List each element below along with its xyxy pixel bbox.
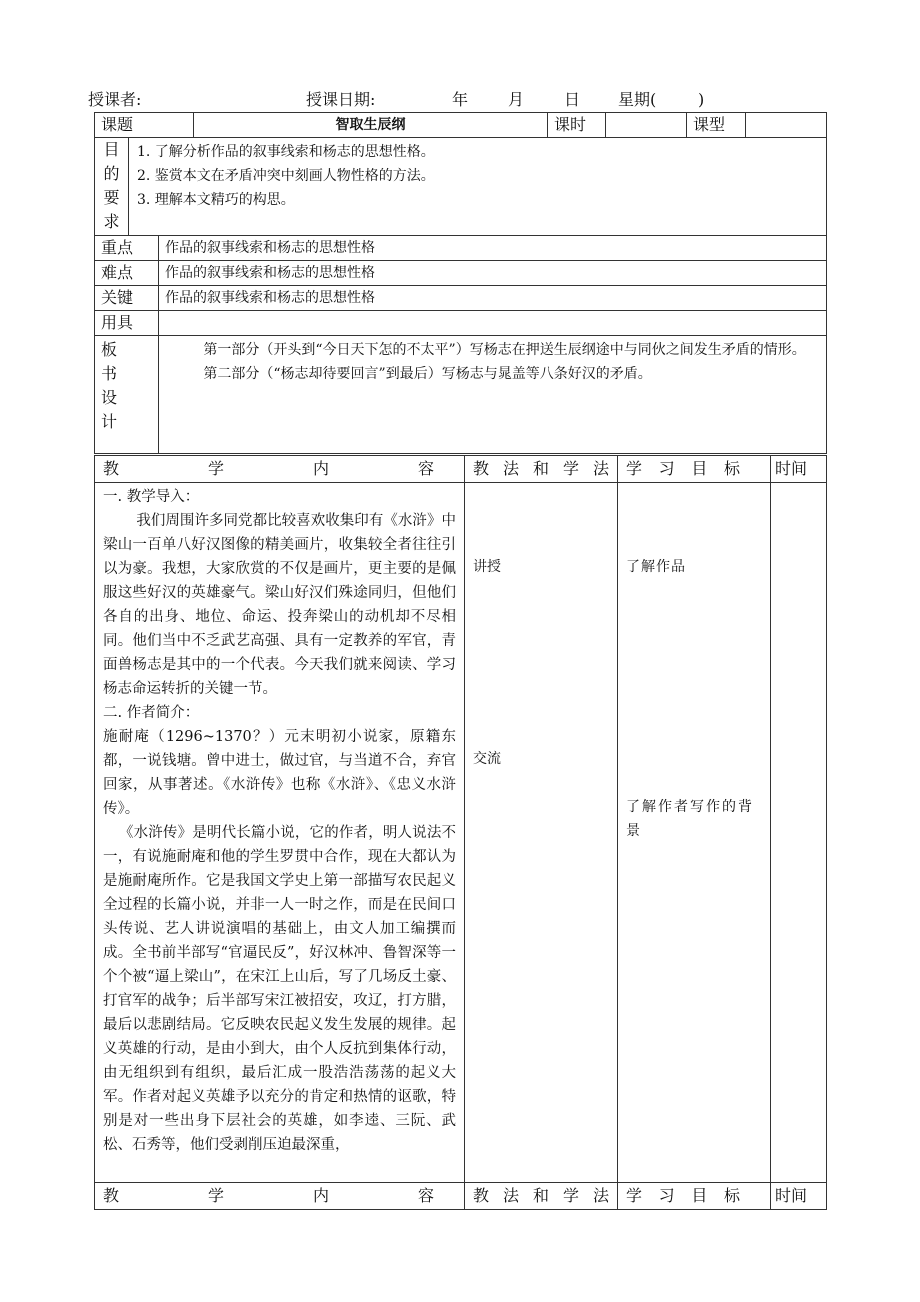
header-char: 法 bbox=[502, 1186, 519, 1205]
method-header bbox=[465, 456, 618, 483]
header-char: 容 bbox=[417, 459, 434, 478]
header-char: 法 bbox=[502, 459, 519, 478]
date-label: 授课日期: bbox=[306, 90, 376, 109]
header-char: 学 bbox=[207, 1186, 224, 1205]
difficulty-row bbox=[95, 261, 827, 286]
method-item: 交流 bbox=[473, 751, 501, 767]
board-paragraph: 第二部分（“杨志却待要回言”到最后）写杨志与晁盖等八条好汉的矛盾。 bbox=[203, 366, 652, 382]
year-label: 年 bbox=[452, 90, 469, 109]
header-char: 学 bbox=[626, 1186, 643, 1205]
header-char: 和 bbox=[532, 459, 549, 478]
section1-title: 一. 教学导入： bbox=[103, 489, 200, 505]
lesson-content-table bbox=[94, 455, 827, 1210]
day-label: 日 bbox=[564, 90, 581, 109]
board-label-char: 设 bbox=[101, 388, 118, 407]
lesson-info-table bbox=[94, 112, 827, 454]
content-header bbox=[95, 456, 465, 483]
tools-label: 用具 bbox=[95, 311, 159, 336]
teacher-label: 授课者: bbox=[88, 90, 142, 109]
tools-row bbox=[95, 311, 827, 336]
board-paragraph: 第一部分（开头到“今日天下怎的不太平”）写杨志在押送生辰纲途中与同伙之间发生矛盾的情形。 bbox=[203, 342, 806, 358]
method-header bbox=[465, 1183, 618, 1210]
key-point-label: 重点 bbox=[95, 236, 159, 261]
time-header: 时间 bbox=[771, 1183, 827, 1210]
goal-item: 了解作者写作的背景 bbox=[626, 799, 754, 839]
weekday-label: 星期( bbox=[618, 90, 657, 109]
header-char: 法 bbox=[592, 459, 609, 478]
objectives-row bbox=[95, 138, 827, 236]
objectives-label-char: 求 bbox=[103, 212, 120, 231]
header-char: 内 bbox=[312, 1186, 329, 1205]
board-label-char: 计 bbox=[101, 412, 118, 431]
hours-value bbox=[606, 113, 687, 138]
header-char: 教 bbox=[103, 1186, 120, 1205]
tools-value bbox=[159, 311, 827, 336]
key-value: 作品的叙事线索和杨志的思想性格 bbox=[159, 286, 827, 311]
objectives-label-char: 的 bbox=[103, 164, 120, 183]
header-char: 标 bbox=[723, 459, 740, 478]
board-design-row bbox=[95, 336, 827, 454]
section2-text: 施耐庵（1296~1370？）元末明初小说家，原籍东都，一说钱塘。曾中进士，做过官，与当道不合，弃官回家，从事著述。《水浒传》也称《水浒》、《忠义水浒传》。 bbox=[103, 729, 456, 817]
method-cell bbox=[465, 483, 618, 1183]
objective-item: 1. 了解分析作品的叙事线索和杨志的思想性格。 bbox=[137, 144, 435, 160]
header-char: 教 bbox=[103, 459, 120, 478]
month-label: 月 bbox=[508, 90, 525, 109]
objectives-list bbox=[129, 138, 827, 236]
content-header bbox=[95, 1183, 465, 1210]
header-char: 法 bbox=[592, 1186, 609, 1205]
board-label-char: 书 bbox=[101, 364, 118, 383]
header-char: 学 bbox=[626, 459, 643, 478]
type-value bbox=[746, 113, 827, 138]
topic-value: 智取生辰纲 bbox=[194, 113, 548, 138]
board-label-char: 板 bbox=[101, 340, 118, 359]
section2-text2: 《水浒传》是明代长篇小说，它的作者，明人说法不一，有说施耐庵和他的学生罗贯中合作，现在大都认为是施耐庵所作。它是我国文学史上第一部描写农民起义全过程的长篇小说，并非一人一时之作，而是在民间口头传说、艺人讲说演唱的基础上，由文人加工编撰而成。全书前半部写“官逼民反”，好汉林冲、鲁智深等一个个被“逼上梁山”，在宋江上山后，写了几场反土豪、打官军的战争；后半部写宋江被招安，攻辽，打方腊，最后以悲剧结局。它反映农民起义发生发展的规律。起义英雄的行动，是由小到大，由个人反抗到集体行动，由无组织到有组织，最后汇成一股浩浩荡荡的起义大军。作者对起义英雄予以充分的肯定和热情的讴歌，特别是对一些出身下层社会的英雄，如李逵、三阮、武松、石秀等，他们受剥削压迫最深重， bbox=[103, 825, 456, 1153]
section1-text: 我们周围许多同党都比较喜欢收集印有《水浒》中梁山一百单八好汉图像的精美画片，收集较全者往往引以为豪。我想，大家欣赏的不仅是画片，更主要的是佩服这些好汉的英雄豪气。梁山好汉们殊途同归，但他们各自的出身、地位、命运、投奔梁山的动机却不尽相同。他们当中不乏武艺高强、具有一定教养的军官，青面兽杨志是其中的一个代表。今天我们就来阅读、学习杨志命运转折的关键一节。 bbox=[103, 513, 456, 697]
objectives-label-char: 要 bbox=[103, 188, 120, 207]
lesson-body-row bbox=[95, 483, 827, 1183]
objective-item: 3. 理解本文精巧的构思。 bbox=[137, 192, 295, 208]
header-char: 习 bbox=[658, 459, 675, 478]
header-char: 容 bbox=[417, 1186, 434, 1205]
header-char: 内 bbox=[312, 459, 329, 478]
lesson-header-row bbox=[95, 456, 827, 483]
difficulty-label: 难点 bbox=[95, 261, 159, 286]
goal-header bbox=[618, 456, 771, 483]
header-char: 学 bbox=[562, 459, 579, 478]
header-char: 目 bbox=[691, 459, 708, 478]
header-char: 教 bbox=[473, 459, 490, 478]
header-char: 和 bbox=[532, 1186, 549, 1205]
key-point-value: 作品的叙事线索和杨志的思想性格 bbox=[159, 236, 827, 261]
method-item: 讲授 bbox=[473, 559, 501, 575]
header-char: 学 bbox=[562, 1186, 579, 1205]
header-char: 学 bbox=[207, 459, 224, 478]
difficulty-value: 作品的叙事线索和杨志的思想性格 bbox=[159, 261, 827, 286]
type-label: 课型 bbox=[687, 113, 746, 138]
topic-label: 课题 bbox=[95, 113, 194, 138]
objectives-label-char: 目 bbox=[103, 140, 120, 159]
time-header: 时间 bbox=[771, 456, 827, 483]
goal-header bbox=[618, 1183, 771, 1210]
goal-item: 了解作品 bbox=[626, 559, 686, 575]
section2-title: 二. 作者简介： bbox=[103, 705, 200, 721]
lesson-content-cell bbox=[95, 483, 465, 1183]
board-design-label bbox=[95, 336, 159, 454]
board-design-content bbox=[159, 336, 827, 454]
objectives-label bbox=[95, 138, 129, 236]
header-char: 目 bbox=[691, 1186, 708, 1205]
lesson-header-row-repeat bbox=[95, 1183, 827, 1210]
key-label: 关键 bbox=[95, 286, 159, 311]
key-point-row bbox=[95, 236, 827, 261]
header-char: 教 bbox=[473, 1186, 490, 1205]
header-char: 习 bbox=[658, 1186, 675, 1205]
hours-label: 课时 bbox=[548, 113, 606, 138]
weekday-close: ) bbox=[698, 90, 705, 109]
topic-row bbox=[95, 113, 827, 138]
header-char: 标 bbox=[723, 1186, 740, 1205]
time-cell bbox=[771, 483, 827, 1183]
key-row bbox=[95, 286, 827, 311]
objective-item: 2. 鉴赏本文在矛盾冲突中刻画人物性格的方法。 bbox=[137, 168, 435, 184]
goal-cell bbox=[618, 483, 771, 1183]
